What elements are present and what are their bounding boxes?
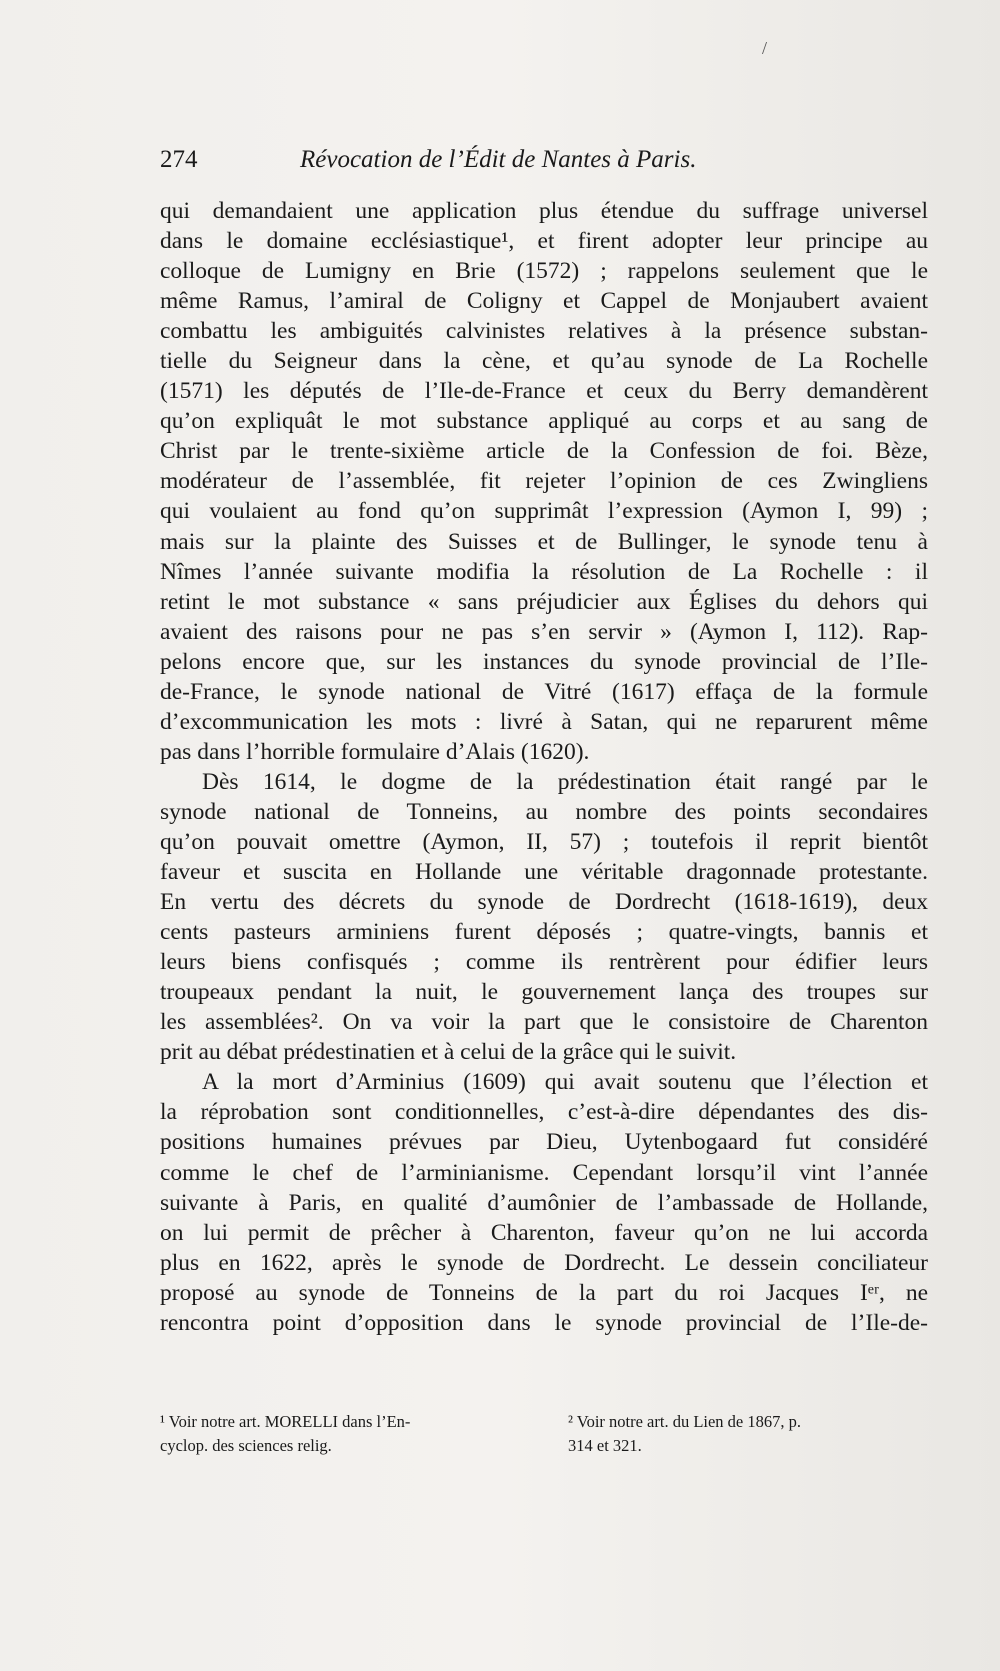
- text-line: rencontra point d’opposition dans le synode provincial de l’Ile-de-: [160, 1309, 928, 1336]
- text-line: troupeaux pendant la nuit, le gouvernement lança des troupes sur: [160, 979, 928, 1006]
- text-line: synode national de Tonneins, au nombre des points secondaires: [160, 798, 928, 825]
- footnote-1-line-2: cyclop. des sciences relig.: [160, 1436, 332, 1455]
- text-line: retint le mot substance « sans préjudicier aux Églises du dehors qui: [160, 588, 928, 615]
- footnote-2-line-2: 314 et 321.: [568, 1436, 642, 1455]
- text-line: mais sur la plainte des Suisses et de Bullinger, le synode tenu à: [160, 528, 928, 555]
- text-line: modérateur de l’assemblée, fit rejeter l’opinion de ces Zwingliens: [160, 468, 928, 495]
- text-line: on lui permit de prêcher à Charenton, faveur qu’on ne lui accorda: [160, 1219, 928, 1246]
- text-line: même Ramus, l’amiral de Coligny et Cappel de Monjaubert avaient: [160, 288, 928, 315]
- text-line: leurs biens confisqués ; comme ils rentrèrent pour édifier leurs: [160, 949, 928, 976]
- text-line: Christ par le trente-sixième article de la Confession de foi. Bèze,: [160, 438, 928, 465]
- text-line: (1571) les députés de l’Ile-de-France et ceux du Berry demandèrent: [160, 378, 928, 405]
- footnote-1-line-1: ¹ Voir notre art. MORELLI dans l’En-: [160, 1412, 411, 1431]
- text-line: qu’on pouvait omettre (Aymon, II, 57) ; toutefois il reprit bientôt: [160, 828, 928, 855]
- text-line: de-France, le synode national de Vitré (1617) effaça de la formule: [160, 678, 928, 705]
- text-line: la réprobation sont conditionnelles, c’est-à-dire dépendantes des dis-: [160, 1099, 928, 1126]
- text-line: Dès 1614, le dogme de la prédestination était rangé par le: [202, 768, 928, 795]
- text-line: plus en 1622, après le synode de Dordrecht. Le dessein conciliateur: [160, 1249, 928, 1276]
- text-line: En vertu des décrets du synode de Dordrecht (1618-1619), deux: [160, 889, 928, 916]
- text-line: faveur et suscita en Hollande une véritable dragonnade protestante.: [160, 859, 928, 886]
- body-text: [160, 196, 928, 1338]
- text-line: cents pasteurs arminiens furent déposés ; quatre-vingts, bannis et: [160, 919, 928, 946]
- text-line: les assemblées². On va voir la part que le consistoire de Charenton: [160, 1009, 928, 1036]
- text-line: avaient des raisons pour ne pas s’en servir » (Aymon I, 112). Rap-: [160, 618, 928, 645]
- page-number: 274: [160, 146, 198, 173]
- text-line: qui voulaient au fond qu’on supprimât l’expression (Aymon I, 99) ;: [160, 498, 928, 525]
- text-line: Nîmes l’année suivante modifia la résolution de La Rochelle : il: [160, 558, 928, 585]
- text-line: suivante à Paris, en qualité d’aumônier de l’ambassade de Hollande,: [160, 1189, 928, 1216]
- text-line: colloque de Lumigny en Brie (1572) ; rappelons seulement que le: [160, 258, 928, 285]
- text-line: combattu les ambiguités calvinistes relatives à la présence substan-: [160, 318, 928, 345]
- text-line: proposé au synode de Tonneins de la part du roi Jacques Iᵉʳ, ne: [160, 1279, 928, 1306]
- text-line: dans le domaine ecclésiastique¹, et firent adopter leur principe au: [160, 228, 928, 255]
- text-line: pelons encore que, sur les instances du synode provincial de l’Ile-: [160, 648, 928, 675]
- text-line: qu’on expliquât le mot substance appliqué au corps et au sang de: [160, 408, 928, 435]
- text-line: positions humaines prévues par Dieu, Uytenbogaard fut considéré: [160, 1129, 928, 1156]
- footnote-2: [568, 1410, 928, 1458]
- text-line: prit au débat prédestinatien et à celui de la grâce qui le suivit.: [160, 1039, 737, 1066]
- text-line: tielle du Seigneur dans la cène, et qu’au synode de La Rochelle: [160, 348, 928, 375]
- text-line: pas dans l’horrible formulaire d’Alais (1620).: [160, 738, 590, 765]
- text-line: A la mort d’Arminius (1609) qui avait soutenu que l’élection et: [202, 1069, 928, 1096]
- footnote-2-line-1: ² Voir notre art. du Lien de 1867, p.: [568, 1412, 802, 1431]
- text-line: comme le chef de l’arminianisme. Cependant lorsqu’il vint l’année: [160, 1159, 928, 1186]
- footnote-1: [160, 1410, 530, 1458]
- margin-mark: /: [762, 38, 768, 58]
- text-line: qui demandaient une application plus étendue du suffrage universel: [160, 198, 928, 224]
- running-title: Révocation de l’Édit de Nantes à Paris.: [300, 146, 697, 173]
- text-line: d’excommunication les mots : livré à Satan, qui ne reparurent même: [160, 708, 928, 735]
- page-header: [160, 146, 772, 180]
